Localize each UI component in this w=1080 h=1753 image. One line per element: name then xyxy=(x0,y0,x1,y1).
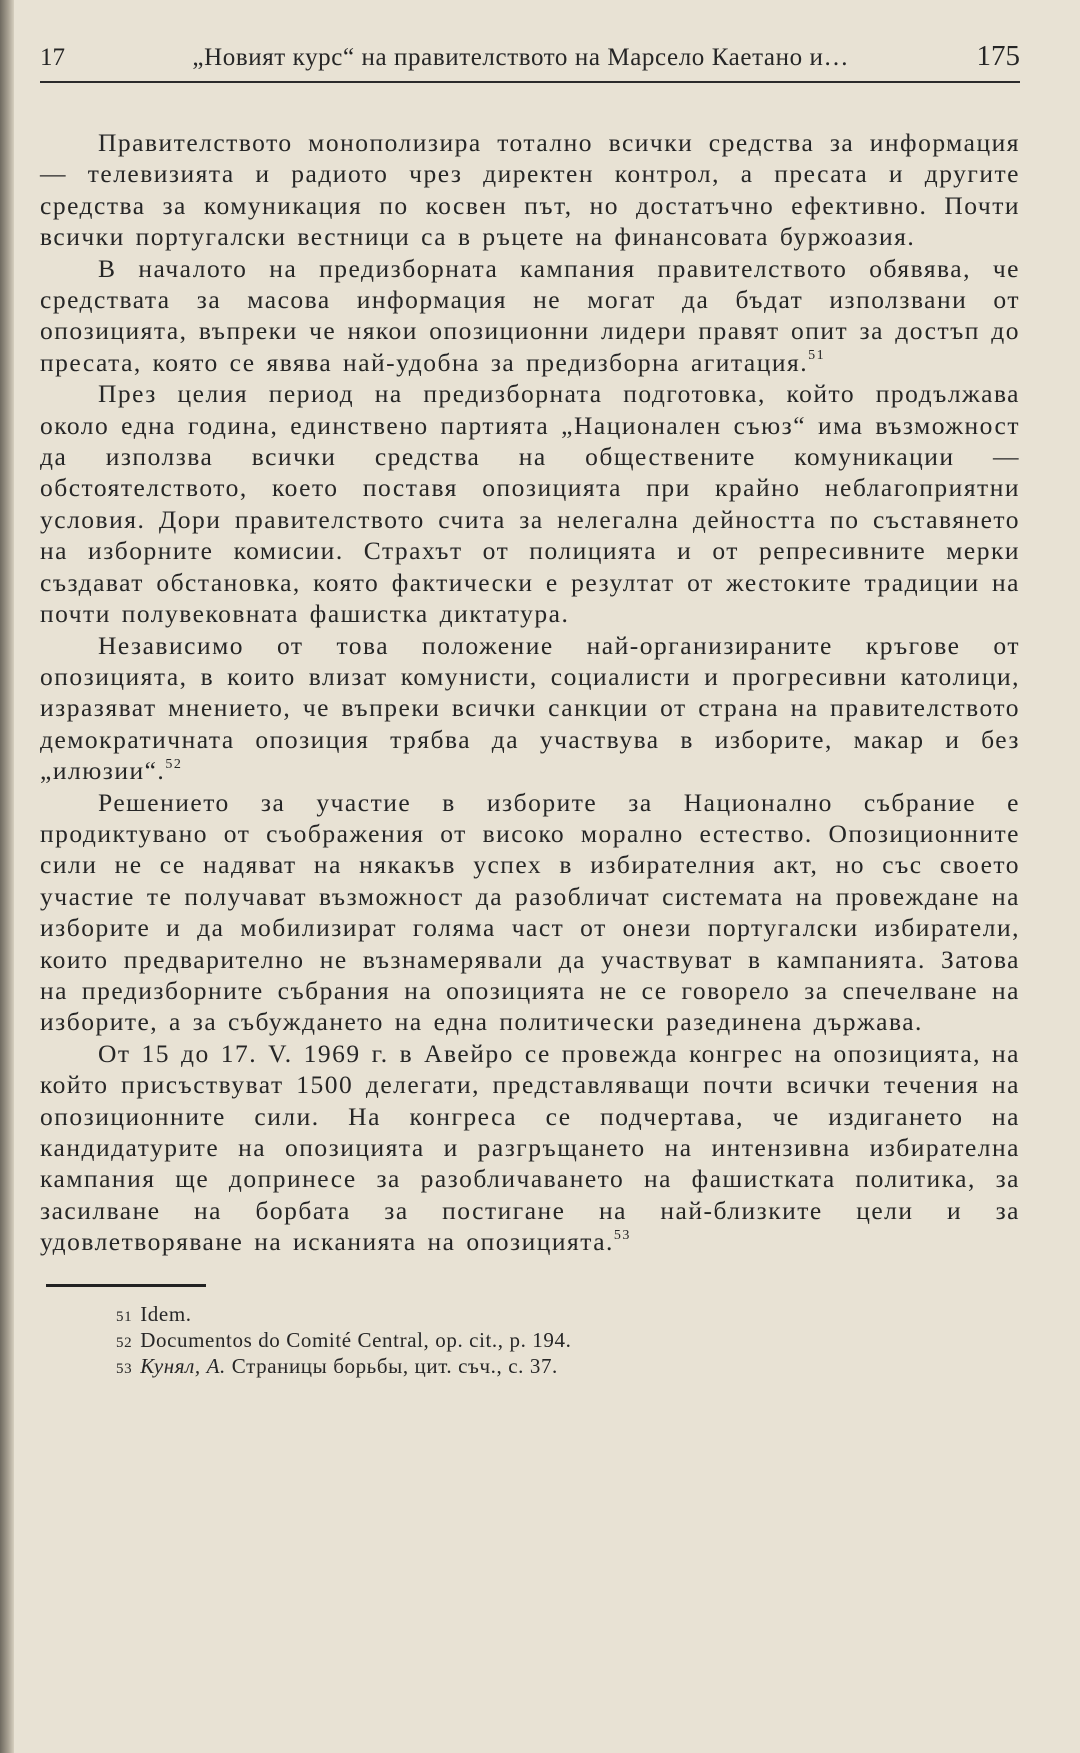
footnote-rule xyxy=(46,1284,206,1287)
footnote-ref: 53 xyxy=(613,1227,631,1243)
paragraph: Независимо от това положение най-организираните кръгове от опозицията, в които влизат комунисти, социалисти и прогресивни католици, изразяват мнението, че въпреки всички санкции от страна на правителството демократичната опозиция трябва да участвува в изборите, макар и без „илюзии“.$^{52}$ xyxy=(40,630,1020,786)
footnote-number: 53 xyxy=(116,1360,133,1377)
footnote-number: 51 xyxy=(116,1308,133,1325)
paragraph: Решението за участие в изборите за Национално събрание е продиктувано от съображения от високо морално естество. Опозиционните сили не се надяват на някакъв успех в избирателния акт, но със своето участие те получават възможност да разобличат системата на провеждане на изборите и да мобилизират голяма част от онези португалски избиратели, които предварително не възнамерявали да участвуват в кампанията. Затова на предизборните събрания на опозицията не се говорело за спечелване на изборите, а за събуждането на една политически разединена държава. xyxy=(40,787,1020,1037)
footnote-text: Documentos do Comité Central, op. cit., p. 194. xyxy=(140,1327,572,1352)
page-number: 175 xyxy=(976,40,1020,72)
footnote-ref: 51 xyxy=(808,348,826,364)
footnote-text: Страницы борьбы, цит. съч., с. 37. xyxy=(225,1353,558,1378)
paragraph: Правителството монополизира тотално всички средства за информация — телевизията и радиото чрез директен контрол, а пресата и другите средства за комуникация по косвен път, но достатъчно ефективно. Почти всички португалски вестници са в ръцете на финансовата буржоазия. xyxy=(40,128,1020,252)
paragraph: В началото на предизборната кампания правителството обявява, че средствата за масова информация не могат да бъдат използвани от опозицията, въпреки че някои опозиционни лидери правят опит за достъп до пресата, която се явява най-удобна за предизборна агитация.$^{51}$ xyxy=(40,253,1020,377)
body-text xyxy=(40,127,1020,1258)
chapter-number: 17 xyxy=(40,44,65,71)
footnote xyxy=(116,1355,1020,1381)
binding-shadow xyxy=(0,0,14,1753)
footnotes xyxy=(116,1303,1020,1381)
footnote xyxy=(116,1329,1020,1355)
text-block xyxy=(40,40,1020,1381)
running-header xyxy=(40,40,1020,83)
running-title: „Новият курс“ на правителството на Марсело Каетано и… xyxy=(192,44,850,71)
footnote-ref: 52 xyxy=(165,756,183,772)
footnote-number: 52 xyxy=(116,1334,133,1351)
footnote-author: Кунял, А. xyxy=(140,1353,226,1378)
footnote xyxy=(116,1303,1020,1329)
paragraph: От 15 до 17. V. 1969 г. в Авейро се провежда конгрес на опозицията, на който присъствуват 1500 делегати, представляващи почти всички течения на опозиционните сили. На конгреса се подчертава, че издигането на кандидатурите на опозицията и разгръщането на интензивна избирателна кампания ще допринесе за разобличаването на фашистката политика, за засилване на борбата за постигане на най-близките цели и за удовлетворяване на исканията на опозицията.$^{53}$ xyxy=(40,1038,1020,1257)
footnote-text: Idem. xyxy=(140,1301,192,1326)
paragraph: През целия период на предизборната подготовка, който продължава около една година, единствено партията „Национален съюз“ има възможност да използва всички средства на обществените комуникации — обстоятелството, което поставя опозицията при крайно неблагоприятни условия. Дори правителството счита за нелегална дейността по съставянето на изборните комисии. Страхът от полицията и от репресивните мерки създават обстановка, която фактически е резултат от жестоките традиции на почти полувековната фашистка диктатура. xyxy=(40,379,1020,629)
